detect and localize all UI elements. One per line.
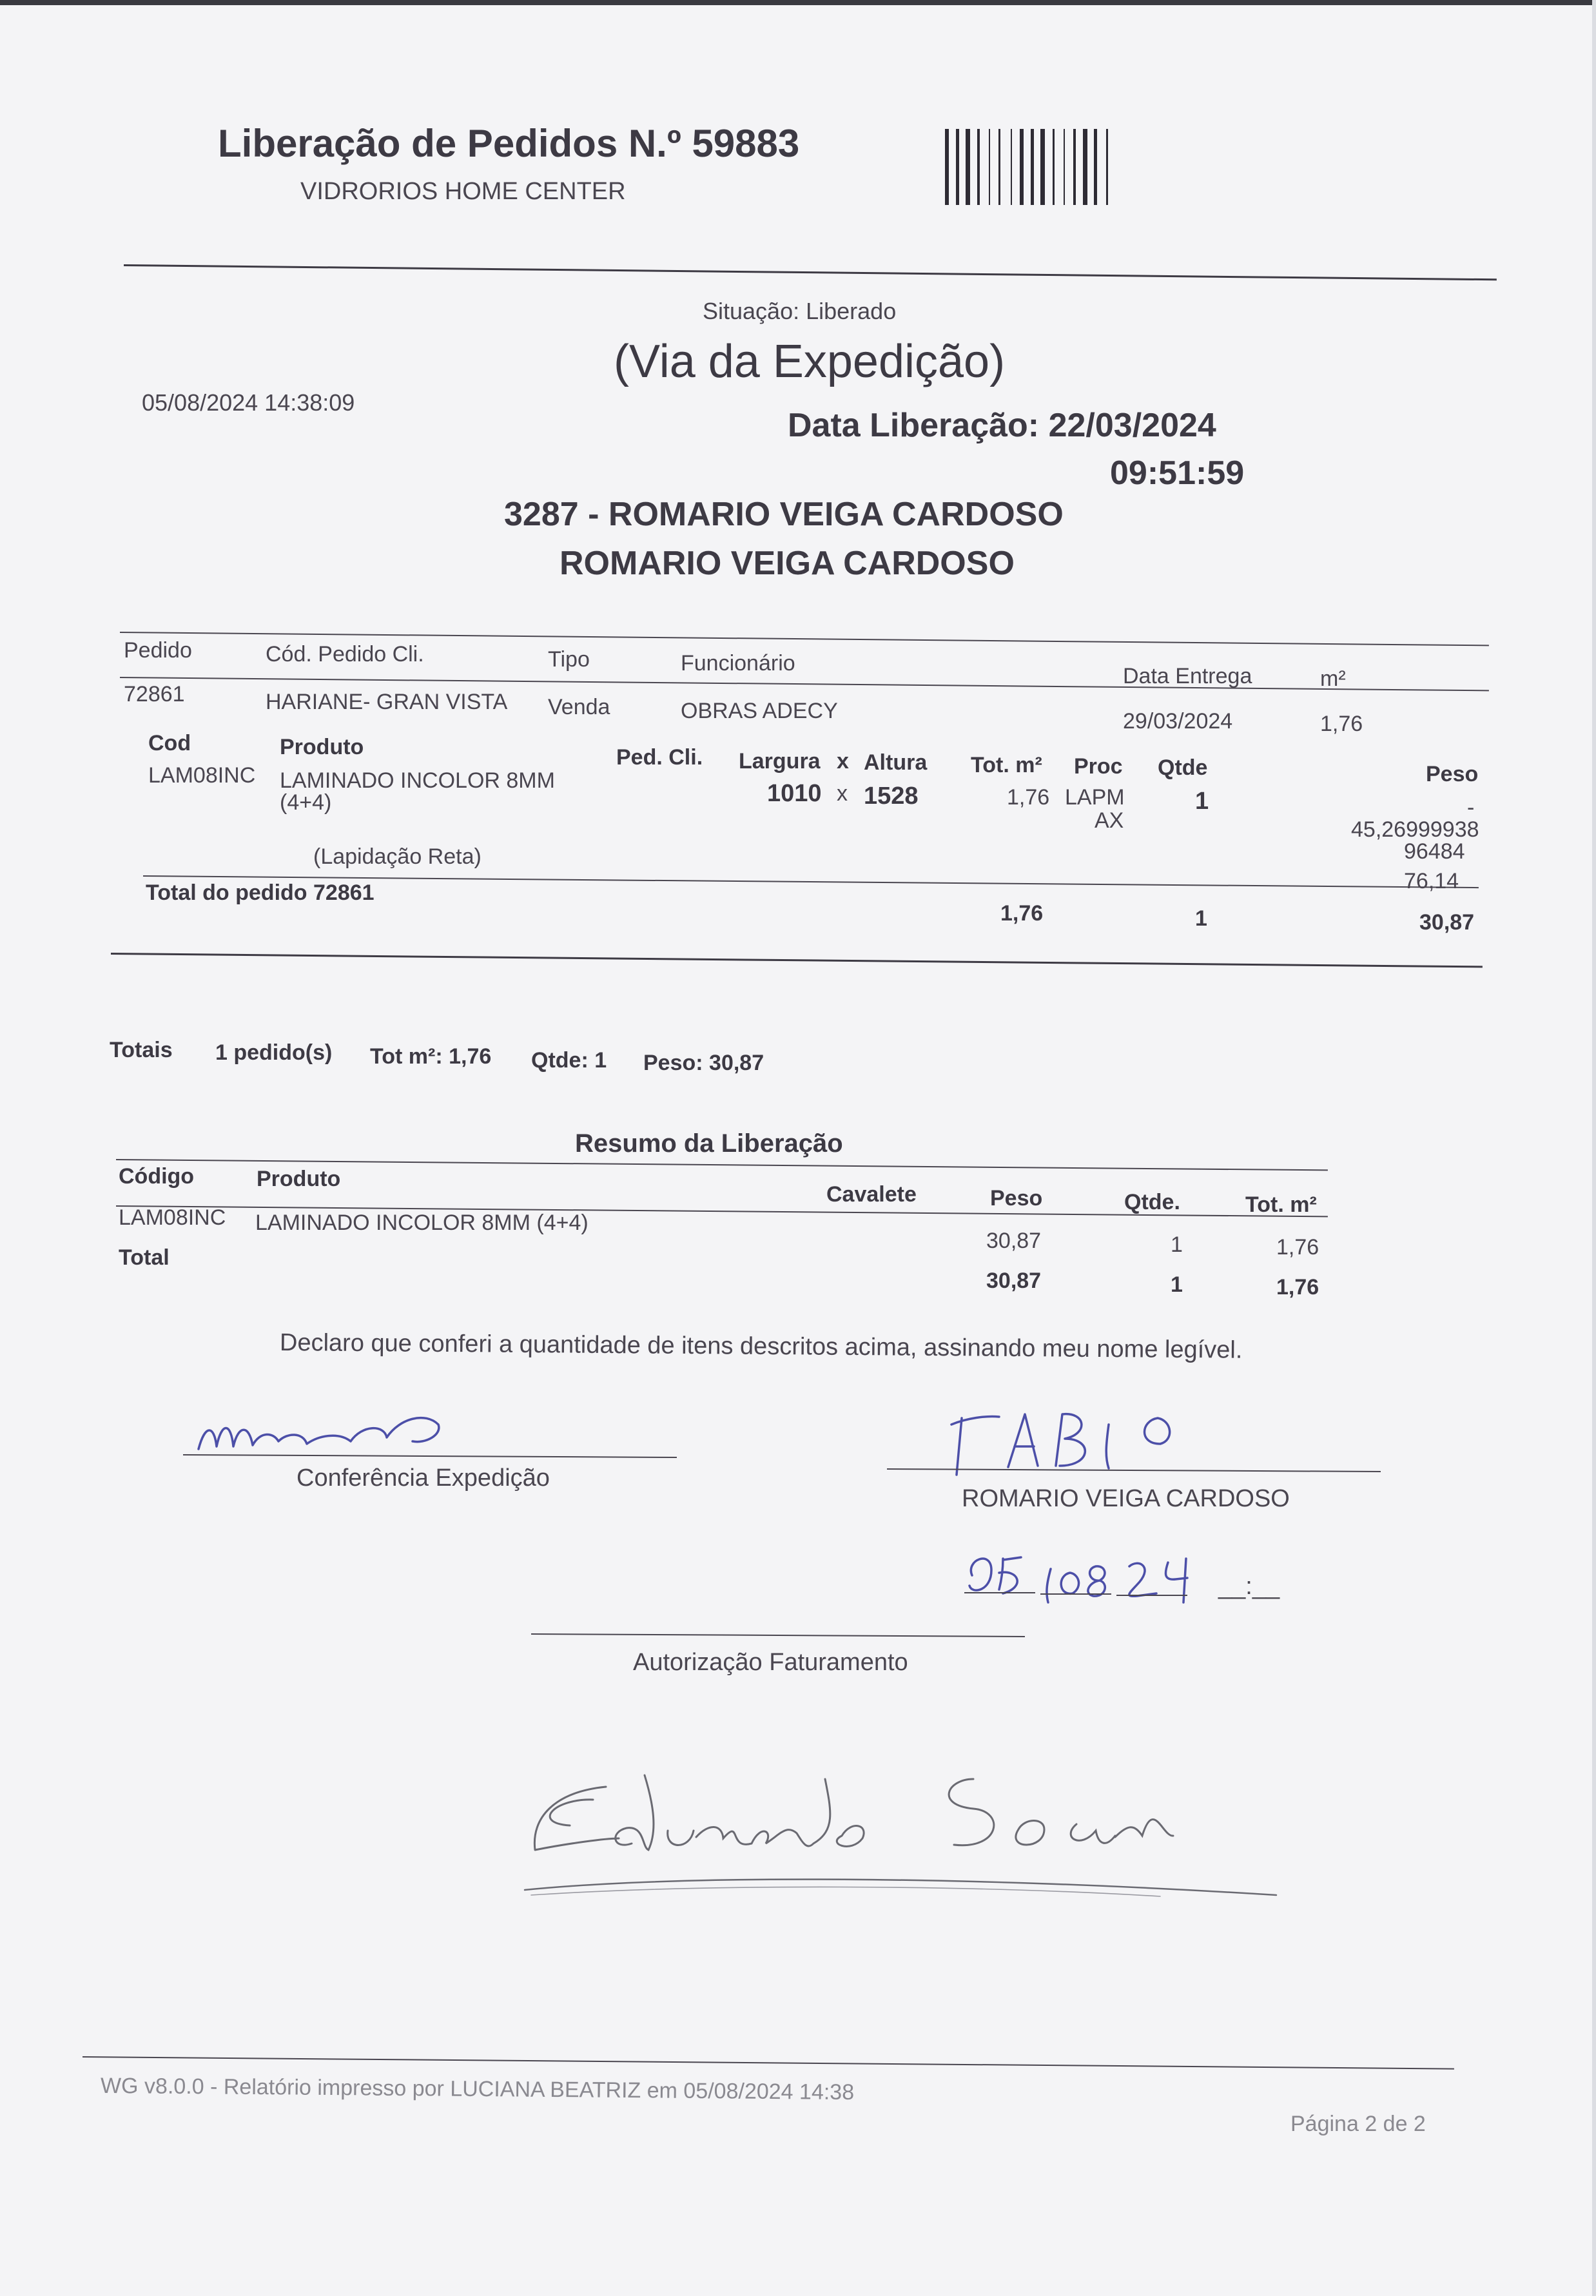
item-peso-line1: -	[1467, 795, 1475, 820]
sheet-right-edge	[1592, 0, 1596, 2296]
item-tot-m2: 1,76	[1007, 785, 1050, 810]
conferencia-signature	[193, 1399, 503, 1457]
resumo-col-qtde: Qtde.	[1124, 1190, 1180, 1214]
barcode-icon	[942, 129, 1185, 205]
item-col-altura: Altura	[864, 750, 928, 775]
via-label: (Via da Expedição)	[614, 336, 1006, 387]
order-section-divider	[111, 953, 1483, 968]
item-note: (Lapidação Reta)	[313, 844, 482, 869]
resumo-col-produto: Produto	[257, 1167, 341, 1191]
col-cod-pedido-cli: Cód. Pedido Cli.	[266, 642, 424, 666]
resumo-qtde: 1	[1171, 1232, 1183, 1257]
footer-print-info: WG v8.0.0 - Relatório impresso por LUCIANA BEATRIZ em 05/08/2024 14:38	[100, 2073, 855, 2105]
barcode-bar	[1053, 129, 1055, 205]
barcode-bar	[1064, 129, 1065, 205]
company-name: VIDRORIOS HOME CENTER	[300, 178, 626, 205]
liberacao-date: Data Liberação: 22/03/2024	[788, 407, 1216, 444]
resumo-total-qtde: 1	[1171, 1272, 1183, 1297]
totais-label: Totais	[110, 1038, 173, 1062]
barcode-bar	[989, 129, 990, 205]
order-total-m2: 1,76	[1000, 901, 1044, 926]
item-largura: 1010	[767, 780, 822, 807]
item-col-proc: Proc	[1074, 754, 1123, 779]
cell-cod-pedido-cli: HARIANE- GRAN VISTA	[266, 690, 508, 714]
client-signature-label: ROMARIO VEIGA CARDOSO	[962, 1485, 1290, 1512]
print-datetime: 05/08/2024 14:38:09	[142, 389, 355, 416]
barcode-bar	[977, 129, 980, 205]
cell-funcionario: OBRAS ADECY	[681, 699, 838, 723]
status-situacao: Situação: Liberado	[703, 298, 897, 324]
item-qtde: 1	[1195, 788, 1209, 815]
resumo-total-tot-m2: 1,76	[1276, 1275, 1319, 1299]
item-col-largura: Largura	[739, 749, 821, 773]
item-produto-line2: (4+4)	[280, 790, 332, 815]
item-col-cod: Cod	[148, 731, 191, 755]
client-code-name: 3287 - ROMARIO VEIGA CARDOSO	[504, 496, 1064, 533]
barcode-bar	[1011, 129, 1012, 205]
resumo-title: Resumo da Liberação	[575, 1129, 843, 1158]
item-col-ped-cli: Ped. Cli.	[616, 745, 703, 770]
time-template: __:__	[1218, 1573, 1280, 1600]
cell-data-entrega: 29/03/2024	[1123, 709, 1233, 734]
col-tipo: Tipo	[548, 647, 590, 672]
footer-divider	[83, 2056, 1454, 2070]
barcode-bar	[966, 129, 970, 205]
resumo-col-peso: Peso	[990, 1186, 1043, 1211]
barcode-bar	[1020, 129, 1024, 205]
document-title: Liberação de Pedidos N.º 59883	[218, 122, 800, 165]
client-name: ROMARIO VEIGA CARDOSO	[560, 545, 1015, 582]
order-total-label: Total do pedido 72861	[146, 880, 375, 905]
autorizacao-signature-line	[531, 1633, 1025, 1637]
item-proc-line2: AX	[1095, 808, 1124, 833]
order-total-qtde: 1	[1195, 906, 1207, 931]
item-peso-line3: 96484	[1404, 839, 1465, 864]
totais-qtde: Qtde: 1	[531, 1048, 607, 1073]
resumo-col-codigo: Código	[119, 1164, 195, 1189]
date-underline-2	[1040, 1593, 1111, 1595]
item-col-tot-m2: Tot. m²	[971, 753, 1042, 777]
item-col-produto: Produto	[280, 735, 364, 759]
barcode-bar	[1106, 129, 1108, 205]
barcode-bar	[1031, 129, 1034, 205]
item-cod: LAM08INC	[148, 763, 256, 788]
barcode-bar	[998, 129, 1000, 205]
barcode-bar	[1073, 129, 1076, 205]
cell-pedido: 72861	[124, 682, 185, 706]
resumo-total-label: Total	[119, 1245, 170, 1270]
date-underline-3	[1116, 1595, 1187, 1596]
cell-tipo: Venda	[548, 695, 610, 719]
barcode-bar	[945, 129, 949, 205]
item-col-peso: Peso	[1426, 762, 1479, 786]
item-x: x	[837, 781, 848, 806]
col-data-entrega: Data Entrega	[1123, 664, 1252, 688]
item-peso-line2: 45,26999938	[1351, 817, 1479, 842]
item-col-qtde: Qtde	[1158, 755, 1208, 780]
item-peso-line4: 76,14	[1404, 869, 1459, 893]
resumo-col-tot-m2: Tot. m²	[1245, 1192, 1317, 1217]
col-funcionario: Funcionário	[681, 651, 795, 676]
cell-m2: 1,76	[1320, 712, 1363, 736]
resumo-tot-m2: 1,76	[1276, 1235, 1319, 1260]
page-number: Página 2 de 2	[1290, 2112, 1426, 2136]
declaration-text: Declaro que conferi a quantidade de itens descritos acima, assinando meu nome legível.	[279, 1329, 1243, 1364]
autorizacao-label: Autorização Faturamento	[633, 1649, 908, 1676]
item-produto-line1: LAMINADO INCOLOR 8MM	[280, 768, 555, 793]
header-divider	[124, 264, 1497, 280]
barcode-bar	[956, 129, 959, 205]
resumo-col-cavalete: Cavalete	[826, 1182, 917, 1207]
totais-pedidos: 1 pedido(s)	[215, 1040, 333, 1065]
barcode-bar	[1040, 129, 1045, 205]
handwritten-date	[963, 1541, 1234, 1611]
autorizacao-signature	[516, 1753, 1289, 1902]
item-proc-line1: LAPM	[1065, 785, 1125, 810]
totais-m2: Tot m²: 1,76	[370, 1044, 492, 1069]
resumo-produto: LAMINADO INCOLOR 8MM (4+4)	[255, 1211, 589, 1235]
barcode-bar	[1083, 129, 1087, 205]
col-m2: m²	[1320, 666, 1346, 691]
col-pedido: Pedido	[124, 638, 192, 663]
item-col-x: x	[837, 749, 849, 773]
conferencia-label: Conferência Expedição	[297, 1464, 550, 1492]
resumo-codigo: LAM08INC	[119, 1205, 226, 1230]
liberacao-time: 09:51:59	[1110, 454, 1245, 492]
resumo-peso: 30,87	[986, 1229, 1042, 1253]
totais-peso: Peso: 30,87	[643, 1051, 764, 1075]
sheet-top-edge	[0, 0, 1596, 5]
barcode-bar	[1094, 129, 1097, 205]
item-altura: 1528	[864, 783, 919, 810]
order-total-peso: 30,87	[1419, 910, 1475, 935]
resumo-total-peso: 30,87	[986, 1269, 1042, 1293]
date-underline-1	[964, 1592, 1035, 1593]
